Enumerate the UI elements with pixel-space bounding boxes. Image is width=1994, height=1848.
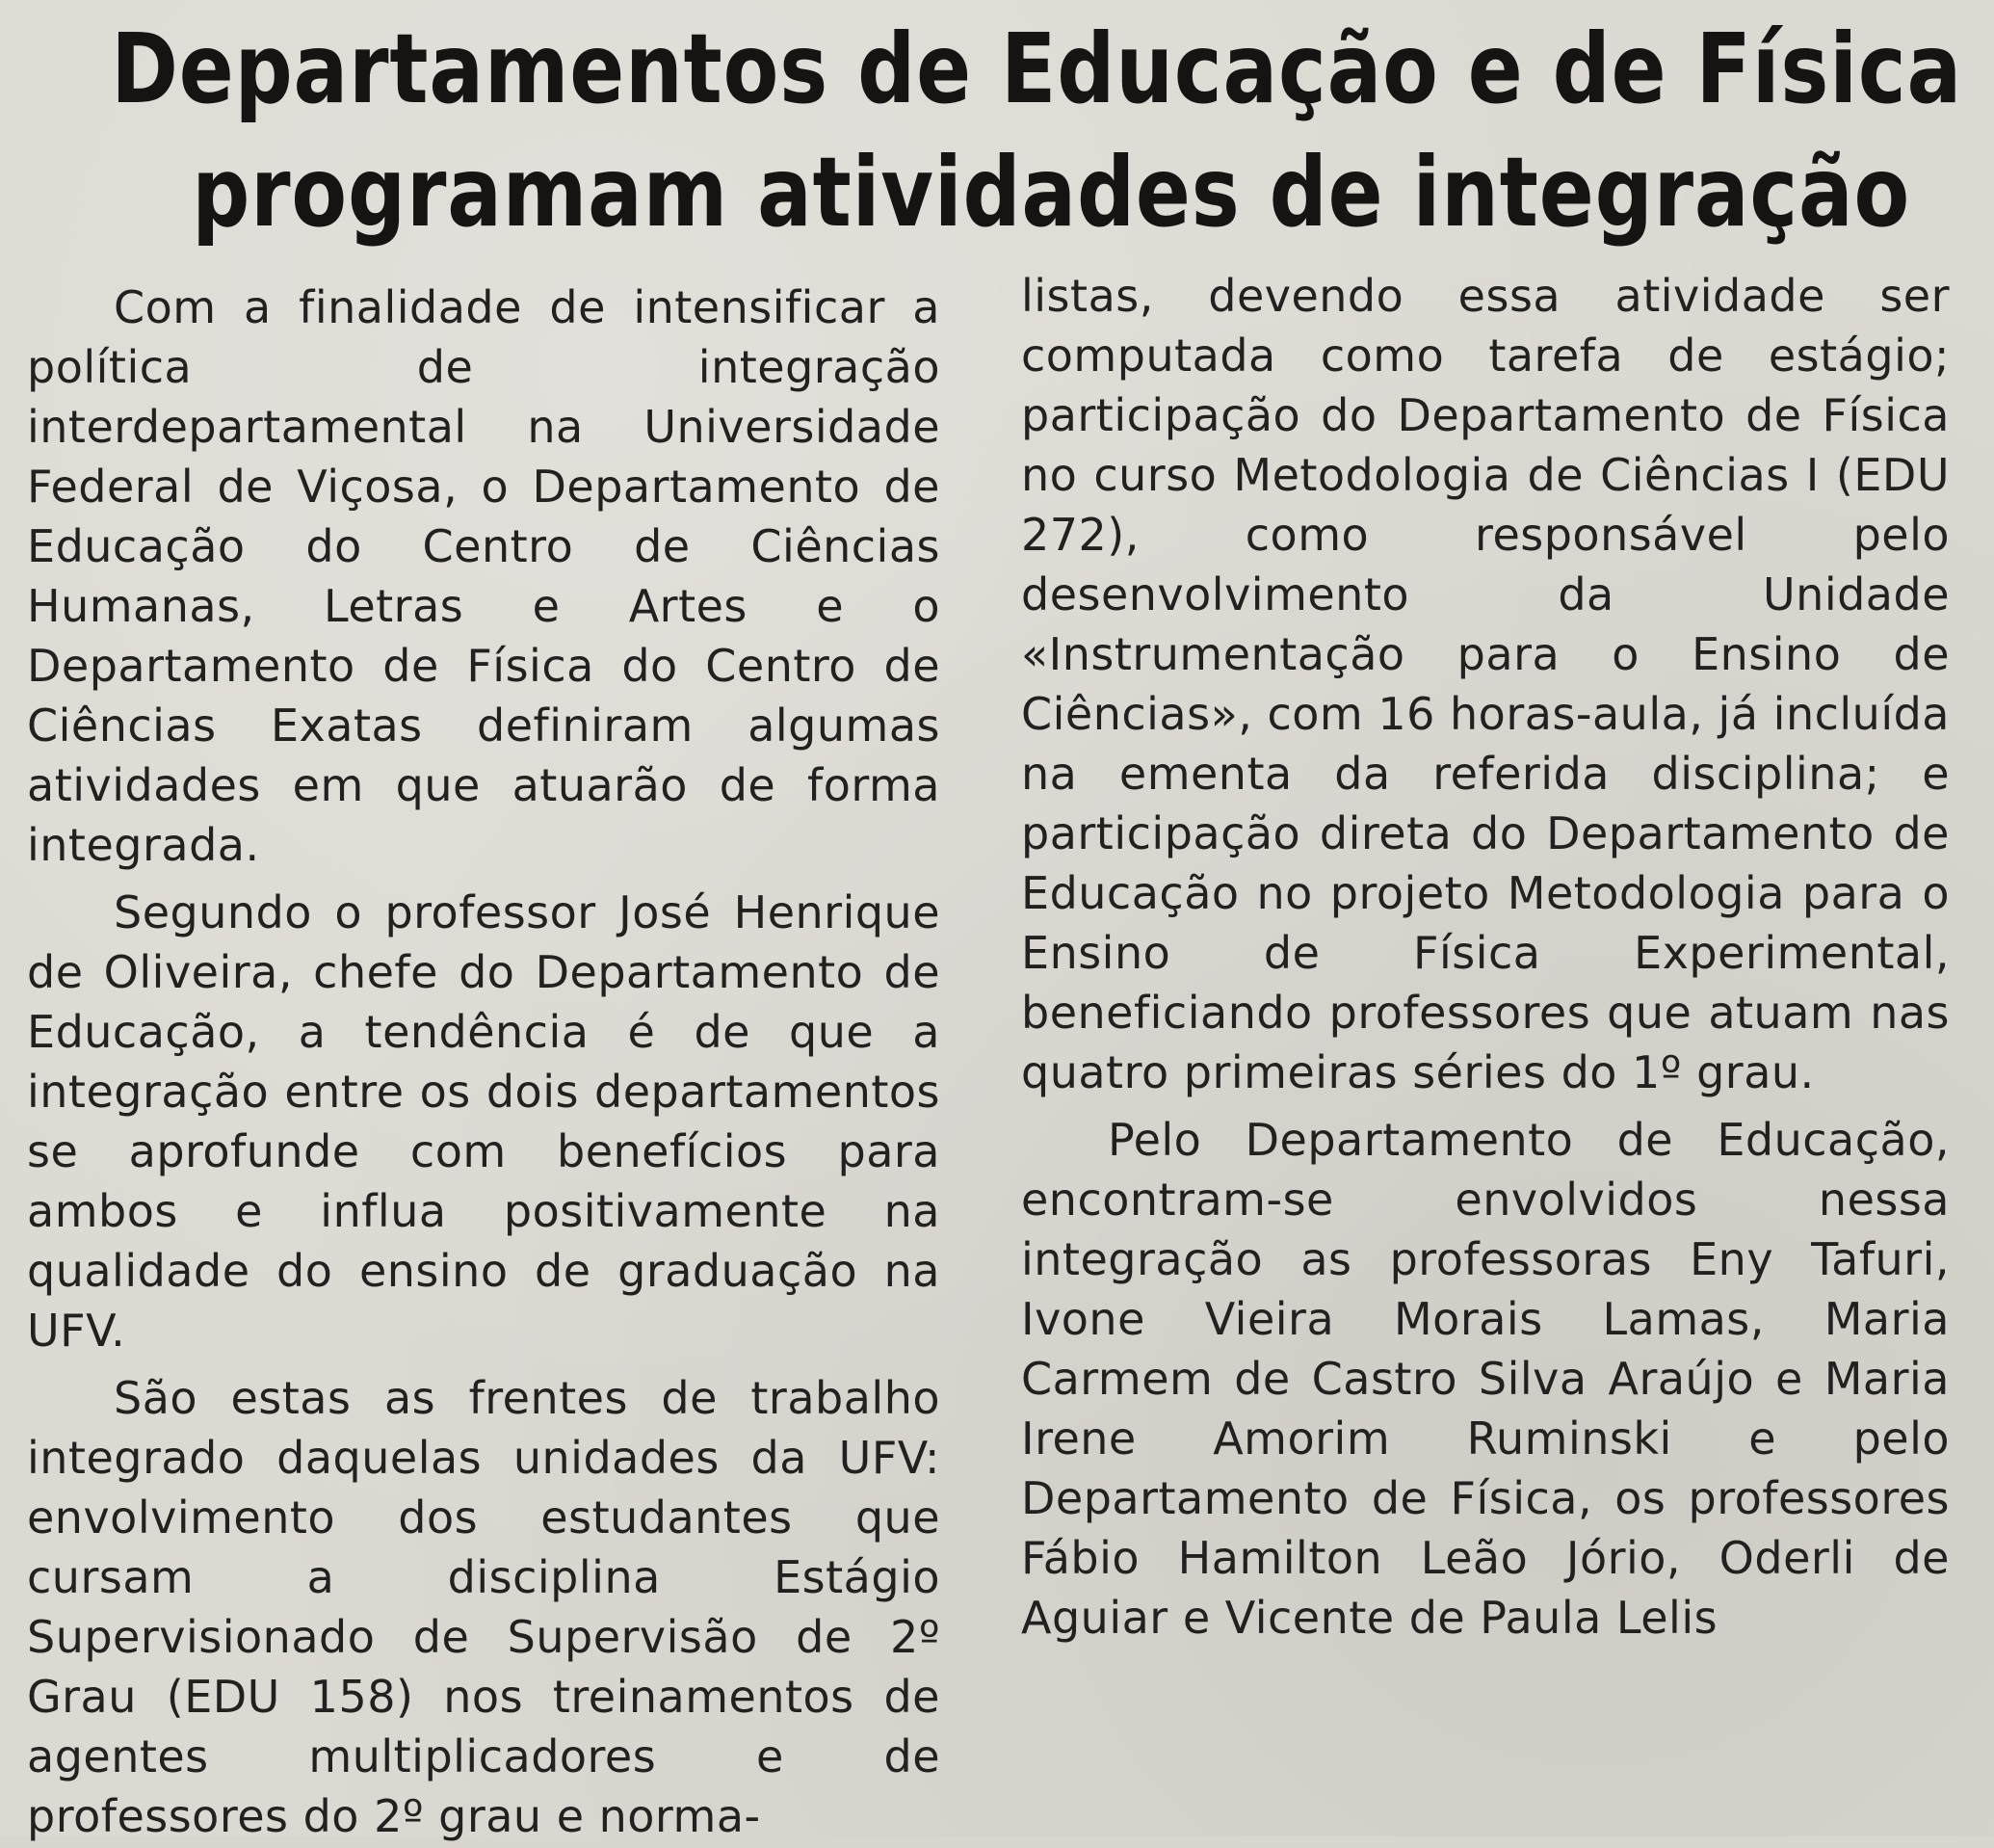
paragraph-participants: Pelo Departamento de Educação, encontram-se envolvidos nessa integração as professoras Eny Tafuri, Ivone Vieira Morais Lamas, Maria Carmem de Castro Silva Araújo e Maria Irene Amorim Ruminski e pelo Departamento de Física, os professores Fábio Hamilton Leão Jório, Oderli de Aguiar e Vicente de Paula Lelis [1021,1114,1950,1644]
left-text-column [27,277,940,1846]
next-article-heading-fragment [67,1809,1223,1848]
article-headline [111,8,1963,254]
paragraph-fronts: São estas as frentes de trabalho integrado daquelas unidades da UFV: envolvimento dos estudantes que cursam a disciplina Estágio Supervisionado de Supervisão de 2º Grau (EDU 158) nos treinamentos de agentes multiplicadores e de professores do 2º grau e norma- [27,1372,940,1842]
headline-line-2: programam atividades de integração [192,136,1911,249]
headline-line-1: Departamentos de Educação e de Física [111,13,1963,125]
right-text-column [1021,266,1950,1648]
paragraph-quote: Segundo o professor José Henrique de Oliveira, chefe do Departamento de Educação, a tendência é de que a integração entre os dois departamentos se aprofunde com benefícios para ambos e influa positivamente na qualidade do ensino de graduação na UFV. [27,886,940,1357]
paragraph-intro: Com a finalidade de intensificar a política de integração interdepartamental na Universidade Federal de Viçosa, o Departamento de Educação do Centro de Ciências Humanas, Letras e Artes e o Departamento de Física do Centro de Ciências Exatas definiram algumas atividades em que atuarão de forma integrada. [27,281,940,871]
paragraph-fronts-continued: listas, devendo essa atividade ser computada como tarefa de estágio; participação do Departamento de Física no curso Metodologia de Ciências I (EDU 272), como responsável pelo desenvolvimento da Unidade «Instrumentação para o Ensino de Ciências», com 16 horas-aula, já incluída na ementa da referida disciplina; e participação direta do Departamento de Educação no projeto Metodologia para o Ensino de Física Experimental, beneficiando professores que atuam nas quatro primeiras séries do 1º grau. [1021,270,1950,1098]
